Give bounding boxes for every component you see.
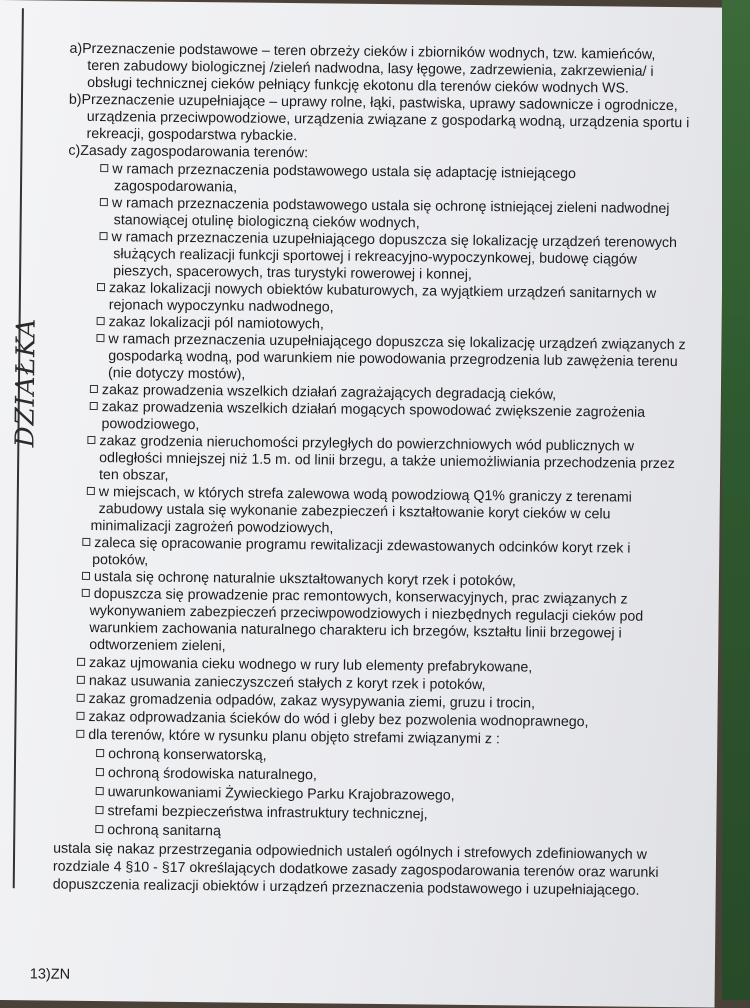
bullet-box-icon — [76, 730, 84, 738]
list-item: zakaz lokalizacji pól namiotowych, — [97, 314, 324, 333]
list-item: w ramach przeznaczenia podstawowego ustala się ochronę istniejącej zieleni nadwodnej — [100, 195, 670, 218]
text-line: odtworzeniem zieleni, — [89, 636, 226, 655]
bullet-box-icon — [77, 658, 85, 666]
text-line: dopuszczenia realizacji obiektów i urządzeń przeznaczenia podstawowego i uzupełniającego. — [52, 876, 640, 899]
text-line: ustala się nakaz przestrzegania odpowiednich ustaleń ogólnych i strefowych zdefiniowanych w — [53, 840, 648, 863]
list-item: dla terenów, które w rysunku planu objęto strefami związanymi z : — [76, 727, 500, 748]
list-item: ustala się ochronę naturalnie ukształtowanych koryt rzek i potoków, — [82, 569, 516, 590]
text-line: stanowiącej otulinę biologiczną cieków wodnych, — [113, 212, 420, 232]
list-item: w ramach przeznaczenia uzupełniającego dopuszcza się lokalizację urządzeń terenowych — [99, 229, 677, 252]
text-line: minimalizacji zagrożeń powodziowych, — [90, 517, 334, 537]
text-line: warunkiem zachowania naturalnego charakteru ich brzegów, kształtu linii brzegowej i — [89, 619, 622, 642]
bullet-box-icon — [87, 487, 95, 495]
list-item: zakaz lokalizacji nowych obiektów kubaturowych, za wyjątkiem urządzeń sanitarnych w — [97, 280, 656, 302]
text-line: potoków, — [92, 551, 149, 569]
text-line: służących realizacji funkcji sportowej i rekreacyjno-wypoczynkowej, budowę ciągów — [113, 246, 637, 268]
bullet-box-icon — [96, 787, 104, 795]
text-line: rozdziale 4 §10 - §17 określających dodatkowe zasady zagospodarowania terenów oraz warunki — [52, 858, 659, 881]
list-item: zakaz odprowadzania ścieków do wód i gleby bez pozwolenia wodnoprawnego, — [76, 709, 588, 731]
text-line: c)Zasady zagospodarowania terenów: — [68, 142, 309, 162]
text-line: a)Przeznaczenie podstawowe – teren obrzeży cieków i zbiorników wodnych, tzw. kamieńców, — [69, 40, 656, 63]
list-item: zakaz prowadzenia wszelkich działań mogących spowodować zwiększenie zagrożenia — [90, 399, 646, 421]
bullet-box-icon — [95, 825, 103, 833]
bullet-box-icon — [82, 572, 90, 580]
bullet-box-icon — [96, 768, 104, 776]
bullet-box-icon — [82, 538, 90, 546]
text-line: obsługi technicznej cieków pełniący funkcję ekotonu dla terenów cieków wodnych WS. — [87, 74, 629, 97]
text-line: urządzenia przeciwpowodziowe, urządzenia związane z gospodarką wodną, urządzenia sportu i — [86, 108, 690, 132]
bullet-box-icon — [95, 806, 103, 814]
text-line: zabudowy ustala się wykonanie zabezpieczeń i kształtowanie koryt cieków w celu — [98, 501, 611, 523]
handwritten-margin-note: DZIAŁKA — [10, 317, 42, 448]
text-line: ten obszar, — [98, 467, 169, 484]
text-line: rejonach wypoczynku nadwodnego, — [108, 297, 334, 316]
text-line: (nie dotyczy mostów), — [108, 365, 246, 383]
text-line: powodziowego, — [101, 416, 200, 434]
text-line: zagospodarowania, — [113, 178, 238, 196]
text-line: teren zabudowy biologicznej /zieleń nadwodna, lasy łęgowe, zadrzewienia, zakrzewienia/ i — [87, 57, 654, 80]
bullet-box-icon — [97, 317, 105, 325]
section-heading: 13)ZN — [29, 966, 71, 983]
list-item: zaleca się opracowanie programu rewitalizacji zdewastowanych odcinków koryt rzek i — [82, 535, 630, 557]
margin-line — [13, 8, 24, 888]
list-item: zakaz grodzenia nieruchomości przyległych do powierzchniowych wód publicznych w — [87, 433, 634, 455]
sub-list-item: ochroną sanitarną — [95, 822, 221, 840]
sub-list-item: ochroną środowiska naturalnego, — [96, 765, 317, 784]
list-item: w miejscach, w których strefa zalewowa wodą powodziową Q1% graniczy z terenami — [87, 484, 632, 506]
bullet-box-icon — [90, 385, 98, 393]
bullet-box-icon — [96, 749, 104, 757]
bullet-box-icon — [77, 676, 85, 684]
text-line: pieszych, spacerowych, tras turystyki rowerowej i konnej, — [113, 263, 472, 283]
bullet-box-icon — [97, 283, 105, 291]
list-item: w ramach przeznaczenia podstawowego ustala się adaptację istniejącego — [100, 161, 576, 183]
list-item: w ramach przeznaczenia uzupełniającego dopuszcza się lokalizację urządzeń związanych z — [96, 331, 685, 354]
bullet-box-icon — [90, 402, 98, 410]
bullet-box-icon — [77, 694, 85, 702]
bullet-box-icon — [100, 164, 108, 172]
bullet-box-icon — [76, 712, 84, 720]
text-line: gospodarką wodną, pod warunkiem nie powodowania przegrodzenia lub zawężenia terenu — [108, 348, 678, 371]
sub-list-item: strefami bezpieczeństwa infrastruktury technicznej, — [95, 803, 427, 823]
text-line: odległości mniejszej niż 1.5 m. od linii brzegu, a także uniemożliwiania przechodzenia przez — [99, 450, 675, 473]
list-item: zakaz gromadzenia odpadów, zakaz wysypywania ziemi, gruzu i trocin, — [77, 691, 535, 712]
text-line: rekreacji, gospodarstwa rybackie. — [86, 125, 298, 145]
bullet-box-icon — [99, 232, 107, 240]
list-item: zakaz prowadzenia wszelkich działań zagrażających degradacją cieków, — [90, 382, 556, 403]
bullet-box-icon — [87, 436, 95, 444]
sub-list-item: ochroną konserwatorską, — [96, 746, 267, 764]
bullet-box-icon — [100, 198, 108, 206]
list-item: zakaz ujmowania cieku wodnego w rury lub elementy prefabrykowane, — [77, 655, 532, 676]
bullet-box-icon — [82, 589, 90, 597]
sub-list-item: uwarunkowaniami Żywieckiego Parku Krajobrazowego, — [96, 784, 455, 804]
list-item: nakaz usuwania zanieczyszczeń stałych z koryt rzek i potoków, — [77, 673, 486, 694]
background-object — [722, 0, 750, 1000]
text-line: wykonywaniem zabezpieczeń przeciwpowodziowych i niezbędnych regulacji cieków pod — [89, 602, 644, 625]
list-item: dopuszcza się prowadzenie prac remontowych, konserwacyjnych, prac związanych z — [82, 586, 628, 608]
bullet-box-icon — [96, 334, 104, 342]
text-line: b)Przeznaczenie uzupełniające – uprawy rolne, łąki, pastwiska, uprawy sadownicze i ogrodnicze, — [68, 91, 678, 115]
